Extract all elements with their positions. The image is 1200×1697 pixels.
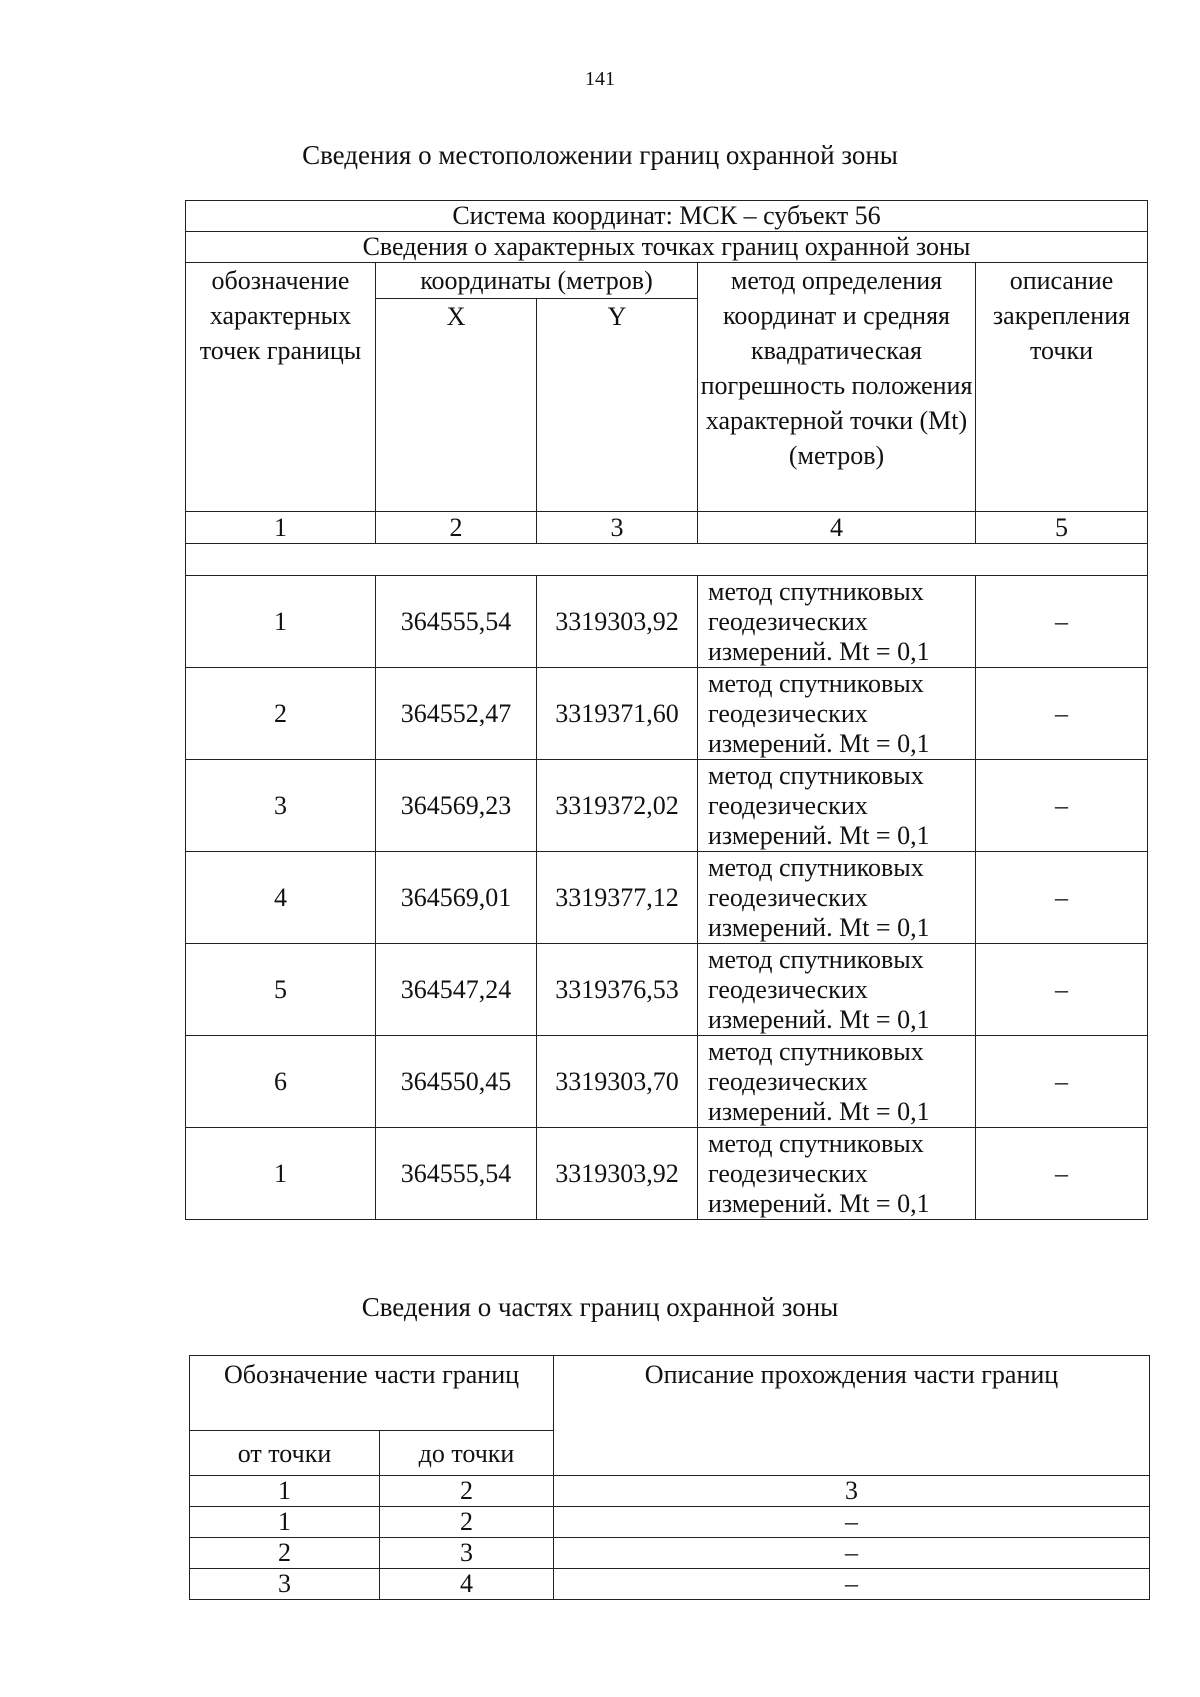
y-cell: 3319371,60 <box>537 668 698 760</box>
fixing-cell: – <box>976 1128 1148 1220</box>
x-cell: 364550,45 <box>376 1036 537 1128</box>
column-number: 1 <box>190 1476 380 1507</box>
fixing-cell: – <box>976 1036 1148 1128</box>
blank-row <box>186 544 1148 576</box>
column-number: 2 <box>380 1476 554 1507</box>
method-cell: метод спутниковых геодезических измерений. Mt = 0,1 <box>698 1036 976 1128</box>
method-cell: метод спутниковых геодезических измерений. Mt = 0,1 <box>698 944 976 1036</box>
x-cell: 364569,23 <box>376 760 537 852</box>
to-cell: 3 <box>380 1538 554 1569</box>
point-cell: 6 <box>186 1036 376 1128</box>
fixing-cell: – <box>976 760 1148 852</box>
points-subtitle-header: Сведения о характерных точках границ охранной зоны <box>186 232 1148 263</box>
y-cell: 3319376,53 <box>537 944 698 1036</box>
y-cell: 3319303,92 <box>537 576 698 668</box>
y-cell: 3319303,70 <box>537 1036 698 1128</box>
point-cell: 5 <box>186 944 376 1036</box>
header-coordinates: координаты (метров) <box>376 263 698 299</box>
y-cell: 3319303,92 <box>537 1128 698 1220</box>
header-y: Y <box>537 299 698 512</box>
table-row <box>186 576 1148 668</box>
fixing-cell: – <box>976 852 1148 944</box>
column-number: 5 <box>976 512 1148 544</box>
point-cell: 3 <box>186 760 376 852</box>
to-cell: 2 <box>380 1507 554 1538</box>
header-from-point: от точки <box>190 1431 380 1476</box>
column-number: 2 <box>376 512 537 544</box>
coord-system-header: Система координат: МСК – субъект 56 <box>186 201 1148 232</box>
from-cell: 2 <box>190 1538 380 1569</box>
table-row <box>190 1569 1150 1600</box>
x-cell: 364547,24 <box>376 944 537 1036</box>
method-cell: метод спутниковых геодезических измерений. Mt = 0,1 <box>698 760 976 852</box>
header-part-designation: Обозначение части границ <box>190 1356 554 1431</box>
description-cell: – <box>554 1538 1150 1569</box>
column-number: 4 <box>698 512 976 544</box>
point-cell: 4 <box>186 852 376 944</box>
header-to-point: до точки <box>380 1431 554 1476</box>
section-title-parts: Сведения о частях границ охранной зоны <box>361 1292 839 1322</box>
description-cell: – <box>554 1507 1150 1538</box>
method-cell: метод спутниковых геодезических измерений. Mt = 0,1 <box>698 852 976 944</box>
header-x: X <box>376 299 537 512</box>
point-cell: 1 <box>186 1128 376 1220</box>
method-cell: метод спутниковых геодезических измерений. Mt = 0,1 <box>698 576 976 668</box>
column-number: 3 <box>537 512 698 544</box>
table-row <box>186 852 1148 944</box>
header-description: Описание прохождения части границ <box>554 1356 1150 1476</box>
boundary-parts-table <box>189 1355 1150 1600</box>
y-cell: 3319372,02 <box>537 760 698 852</box>
boundary-points-table <box>185 200 1148 1220</box>
table-row <box>186 760 1148 852</box>
point-cell: 2 <box>186 668 376 760</box>
header-fixing: описание закрепления точки <box>976 263 1148 512</box>
from-cell: 1 <box>190 1507 380 1538</box>
section-title-boundaries: Сведения о местоположении границ охранной зоны <box>302 140 898 170</box>
header-designation: обозначение характерных точек границы <box>186 263 376 512</box>
fixing-cell: – <box>976 944 1148 1036</box>
y-cell: 3319377,12 <box>537 852 698 944</box>
table-row <box>186 944 1148 1036</box>
x-cell: 364552,47 <box>376 668 537 760</box>
x-cell: 364555,54 <box>376 576 537 668</box>
point-cell: 1 <box>186 576 376 668</box>
table-row <box>186 1036 1148 1128</box>
to-cell: 4 <box>380 1569 554 1600</box>
table-row <box>186 1128 1148 1220</box>
description-cell: – <box>554 1569 1150 1600</box>
x-cell: 364555,54 <box>376 1128 537 1220</box>
table-row <box>190 1538 1150 1569</box>
method-cell: метод спутниковых геодезических измерений. Mt = 0,1 <box>698 668 976 760</box>
fixing-cell: – <box>976 668 1148 760</box>
column-number: 3 <box>554 1476 1150 1507</box>
table-row <box>190 1507 1150 1538</box>
from-cell: 3 <box>190 1569 380 1600</box>
header-method: метод определения координат и средняя квадратическая погрешность положения характерной точки (Mt) (метров) <box>698 263 976 512</box>
page-number: 141 <box>585 68 615 90</box>
method-cell: метод спутниковых геодезических измерений. Mt = 0,1 <box>698 1128 976 1220</box>
column-number: 1 <box>186 512 376 544</box>
fixing-cell: – <box>976 576 1148 668</box>
table-row <box>186 668 1148 760</box>
x-cell: 364569,01 <box>376 852 537 944</box>
